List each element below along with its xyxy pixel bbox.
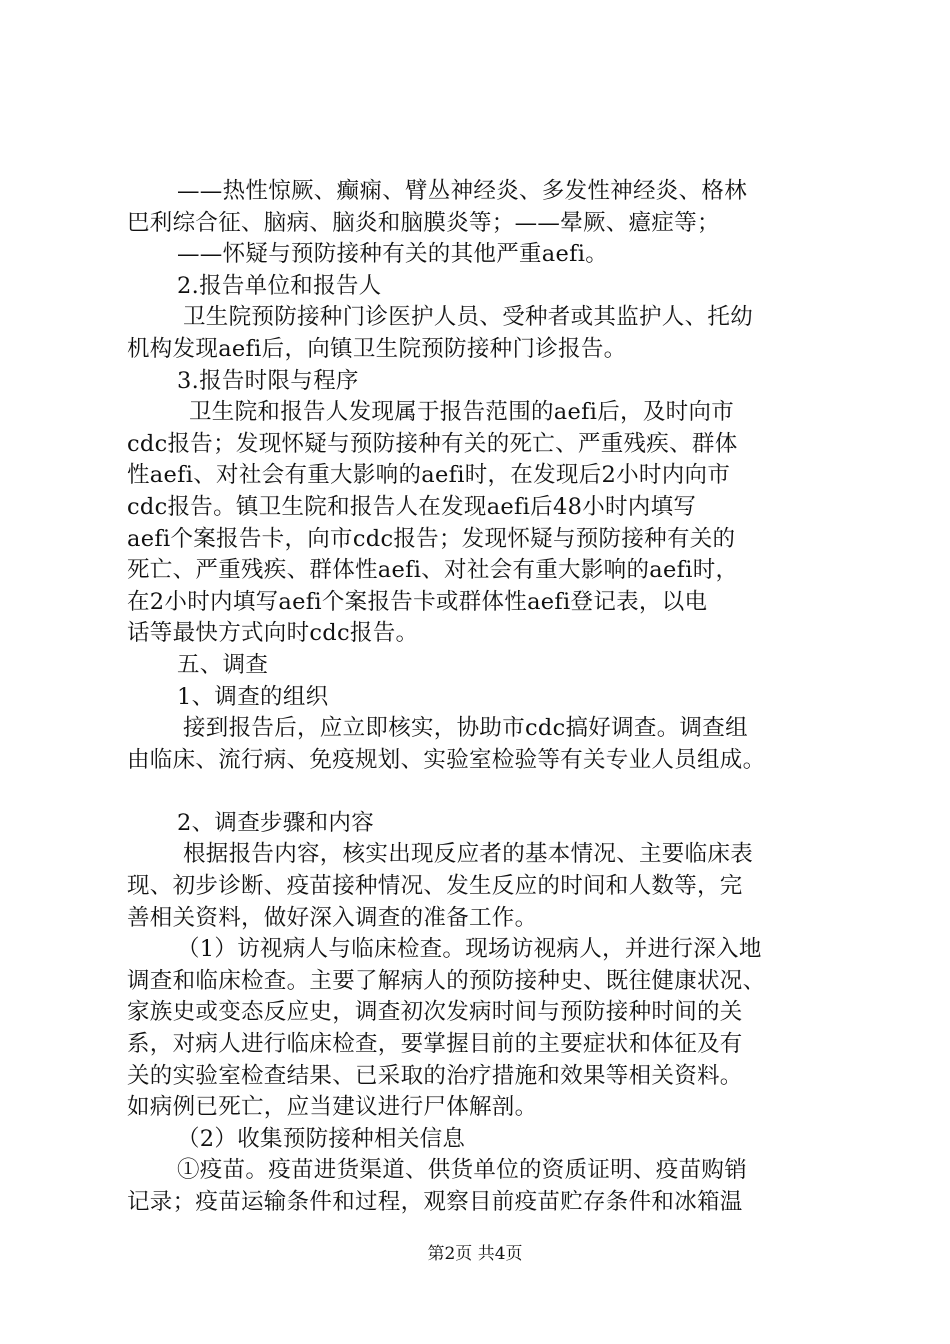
text-line: 记录；疫苗运输条件和过程，观察目前疫苗贮存条件和冰箱温 [127,1189,743,1215]
text-line: 卫生院预防接种门诊医护人员、受种者或其监护人、托幼 [183,304,754,331]
document-body [127,176,839,1219]
text-line: 死亡、严重残疾、群体性aefi、对社会有重大影响的aefi时， [127,557,739,584]
section-heading: 2、调查步骤和内容 [177,809,375,836]
text-line: 由临床、流行病、免疫规划、实验室检验等有关专业人员组成。 [127,746,766,773]
page-footer: 第2页 共4页 [427,1244,523,1264]
text-line: 善相关资料，做好深入调查的准备工作。 [127,904,538,931]
text-line: 根据报告内容，核实出现反应者的基本情况、主要临床表 [183,841,754,868]
text-line: aefi个案报告卡，向市cdc报告；发现怀疑与预防接种有关的 [127,525,736,552]
text-line: ——热性惊厥、癫痫、臂丛神经炎、多发性神经炎、格林 [177,178,748,204]
text-line: 在2小时内填写aefi个案报告卡或群体性aefi登记表，以电 [127,588,708,615]
text-line: 性aefi、对社会有重大影响的aefi时，在发现后2小时内向市 [127,462,731,489]
text-line: cdc报告。镇卫生院和报告人在发现aefi后48小时内填写 [127,493,697,520]
section-heading: （2）收集预防接种相关信息 [177,1125,466,1152]
text-line: ①疫苗。疫苗进货渠道、供货单位的资质证明、疫苗购销 [177,1157,748,1184]
text-line: 调查和临床检查。主要了解病人的预防接种史、既往健康状况、 [127,967,766,994]
text-line: 关的实验室检查结果、已采取的治疗措施和效果等相关资料。 [127,1062,743,1089]
text-line: 话等最快方式向时cdc报告。 [127,620,419,647]
section-heading: 1、调查的组织 [177,683,329,710]
text-line: 现、初步诊断、疫苗接种情况、发生反应的时间和人数等，完 [127,873,743,900]
text-line: （1）访视病人与临床检查。现场访视病人，并进行深入地 [177,936,762,963]
text-line: 如病例已死亡，应当建议进行尸体解剖。 [127,1094,538,1121]
text-line: ——怀疑与预防接种有关的其他严重aefi。 [177,241,609,268]
section-heading: 五、调查 [177,651,269,678]
text-line: 系，对病人进行临床检查，要掌握目前的主要症状和体征及有 [127,1031,743,1058]
section-heading: 2.报告单位和报告人 [177,272,382,299]
text-line: 家族史或变态反应史，调查初次发病时间与预防接种时间的关 [127,999,743,1026]
text-line: 机构发现aefi后，向镇卫生院预防接种门诊报告。 [127,335,627,362]
paragraph-gap [127,776,839,808]
text-line: 接到报告后，应立即核实，协助市cdc搞好调查。调查组 [183,715,748,742]
section-heading: 3.报告时限与程序 [177,367,359,394]
text-line: 巴利综合征、脑病、脑炎和脑膜炎等；——晕厥、癔症等； [127,209,720,236]
text-line: 卫生院和报告人发现属于报告范围的aefi后，及时向市 [189,399,735,426]
text-line: cdc报告；发现怀疑与预防接种有关的死亡、严重残疾、群体 [127,430,738,457]
